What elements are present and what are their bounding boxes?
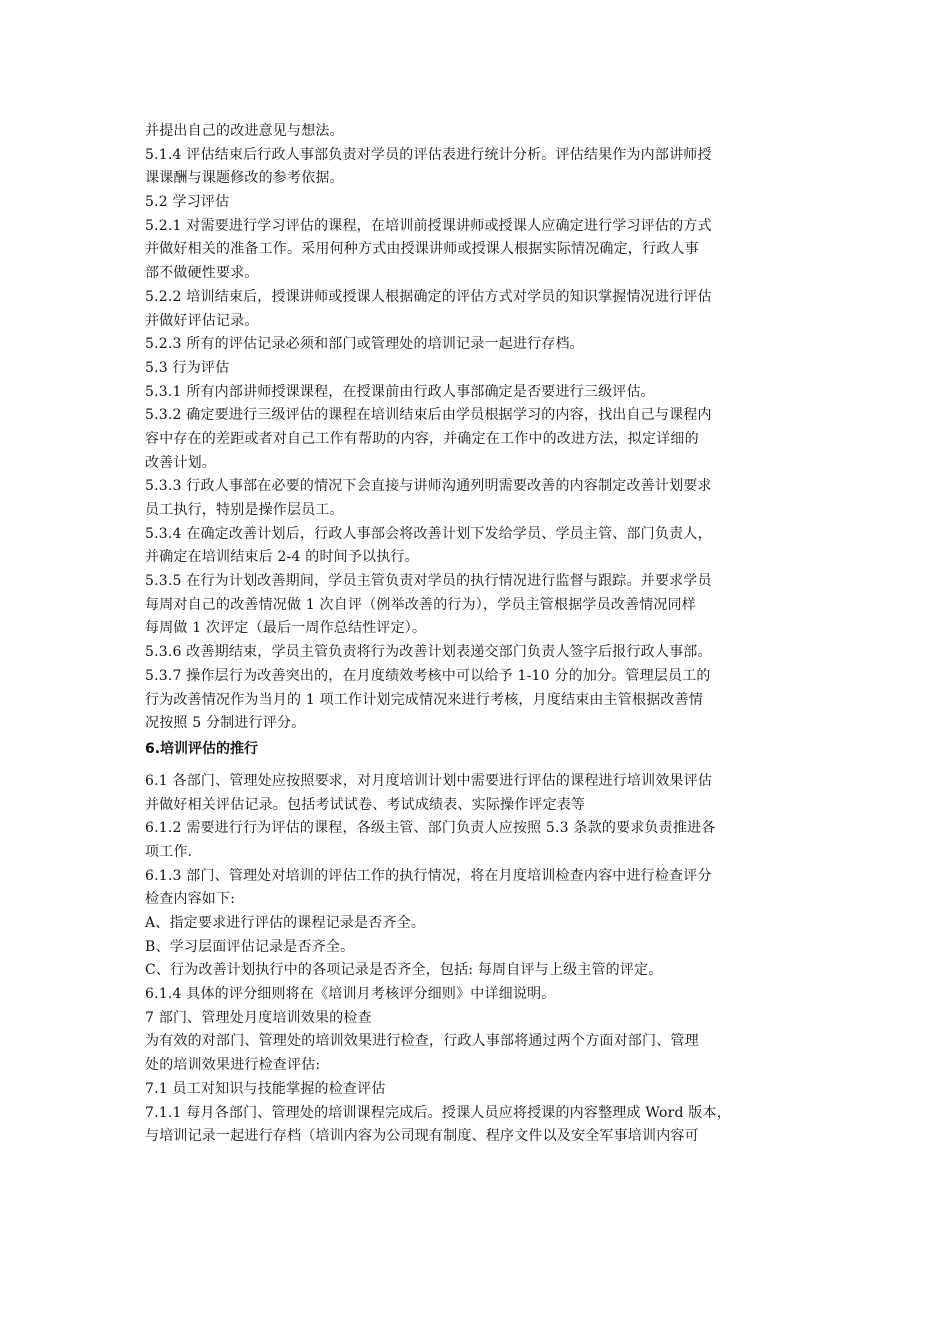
- text-line: 课课酬与课题修改的参考依据。: [145, 170, 344, 187]
- text-line: 为有效的对部门、管理处的培训效果进行检查，行政人事部将通过两个方面对部门、管理: [145, 1033, 699, 1050]
- text-line: 5.3 行为评估: [145, 359, 230, 376]
- text-line: 7.1.1 每月各部门、管理处的培训课程完成后。授课人员应将授课的内容整理成 Word 版本，: [145, 1104, 731, 1121]
- text-line: 5.2.1 对需要进行学习评估的课程，在培训前授课讲师或授课人应确定进行学习评估的方式: [145, 217, 712, 234]
- section-heading: 6.培训评估的推行: [145, 740, 259, 757]
- text-line: 况按照 5 分制进行评分。: [145, 715, 306, 732]
- text-line: 5.3.2 确定要进行三级评估的课程在培训结束后由学员根据学习的内容，找出自己与课程内: [145, 407, 712, 424]
- text-line: 每周对自己的改善情况做 1 次自评（例举改善的行为），学员主管根据学员改善情况同样: [145, 596, 697, 613]
- text-line: 与培训记录一起进行存档（培训内容为公司现有制度、程序文件以及安全军事培训内容可: [145, 1128, 699, 1145]
- text-line: A、指定要求进行评估的课程记录是否齐全。: [145, 915, 426, 931]
- text-line: 6.1.3 部门、管理处对培训的评估工作的执行情况，将在月度培训检查内容中进行检查评分: [145, 867, 712, 884]
- text-line: 部不做硬性要求。: [145, 265, 259, 282]
- text-line: 行为改善情况作为当月的 1 项工作计划完成情况来进行考核，月度结束由主管根据改善情: [145, 691, 704, 708]
- text-line: 7 部门、管理处月度培训效果的检查: [145, 1009, 372, 1026]
- text-line: 5.3.3 行政人事部在必要的情况下会直接与讲师沟通列明需要改善的内容制定改善计划要求: [145, 478, 712, 495]
- text-line: 每周做 1 次评定（最后一周作总结性评定）。: [145, 620, 427, 637]
- text-line: 并提出自己的改进意见与想法。: [145, 123, 344, 139]
- text-line: 5.3.5 在行为计划改善期间，学员主管负责对学员的执行情况进行监督与跟踪。并要求学员: [145, 573, 712, 590]
- text-line: 5.2.3 所有的评估记录必须和部门或管理处的培训记录一起进行存档。: [145, 336, 584, 353]
- text-line: 项工作.: [145, 843, 193, 860]
- text-line: 检查内容如下:: [145, 891, 236, 908]
- text-line: 5.1.4 评估结束后行政人事部负责对学员的评估表进行统计分析。评估结果作为内部讲师授: [145, 146, 712, 163]
- text-line: 7.1 员工对知识与技能掌握的检查评估: [145, 1080, 386, 1097]
- text-line: C、行为改善计划执行中的各项记录是否齐全，包括: 每周自评与上级主管的评定。: [145, 962, 663, 979]
- document-body-part-2: [145, 770, 815, 1149]
- text-line: 6.1.2 需要进行行为评估的课程，各级主管、部门负责人应按照 5.3 条款的要求负责推进各: [145, 820, 716, 837]
- text-line: 5.3.4 在确定改善计划后，行政人事部会将改善计划下发给学员、学员主管、部门负责人，: [145, 525, 712, 542]
- text-line: 5.3.7 操作层行为改善突出的，在月度绩效考核中可以给予 1-10 分的加分。管理层员工的: [145, 667, 711, 684]
- text-line: 并确定在培训结束后 2-4 的时间予以执行。: [145, 549, 419, 566]
- document-page: [145, 120, 815, 1149]
- text-line: 5.3.1 所有内部讲师授课课程，在授课前由行政人事部确定是否要进行三级评估。: [145, 383, 655, 400]
- document-body-part-1: [145, 120, 815, 736]
- text-line: 并做好相关评估记录。包括考试试卷、考试成绩表、实际操作评定表等: [145, 796, 586, 813]
- text-line: 并做好评估记录。: [145, 312, 259, 329]
- text-line: B、学习层面评估记录是否齐全。: [145, 938, 355, 955]
- text-line: 并做好相关的准备工作。采用何种方式由授课讲师或授课人根据实际情况确定，行政人事: [145, 241, 699, 258]
- text-line: 处的培训效果进行检查评估:: [145, 1057, 321, 1074]
- text-line: 5.2.2 培训结束后，授课讲师或授课人根据确定的评估方式对学员的知识掌握情况进行评估: [145, 288, 712, 305]
- text-line: 员工执行，特别是操作层员工。: [145, 502, 344, 518]
- text-line: 6.1 各部门、管理处应按照要求，对月度培训计划中需要进行评估的课程进行培训效果评估: [145, 772, 713, 789]
- text-line: 6.1.4 具体的评分细则将在《培训月考核评分细则》中详细说明。: [145, 986, 556, 1003]
- text-line: 容中存在的差距或者对自己工作有帮助的内容，并确定在工作中的改进方法，拟定详细的: [145, 430, 699, 447]
- text-line: 5.3.6 改善期结束，学员主管负责将行为改善计划表递交部门负责人签字后报行政人事部。: [145, 644, 712, 661]
- text-line: 改善计划。: [145, 454, 216, 471]
- text-line: 5.2 学习评估: [145, 194, 230, 211]
